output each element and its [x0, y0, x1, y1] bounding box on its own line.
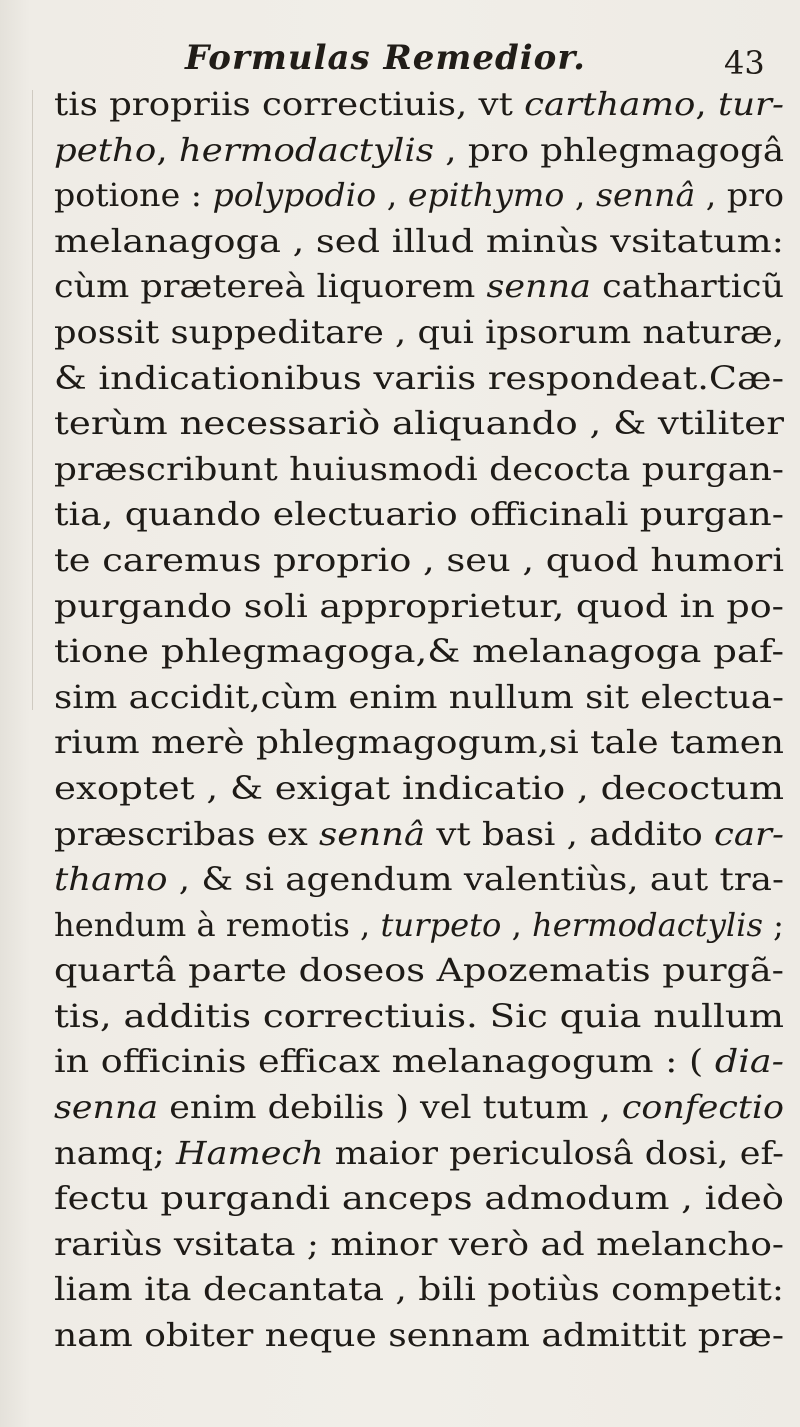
text-line [54, 1131, 784, 1177]
text-segment: , & si agendum valentiùs, aut tra- [167, 860, 784, 899]
running-head [0, 38, 800, 88]
italic-term: Hamech [176, 1133, 324, 1172]
text-segment: , [376, 176, 408, 215]
running-head-title: Formulas Remedior. [185, 38, 586, 78]
text-segment: fectu purgandi anceps admodum , ideò [54, 1179, 784, 1218]
text-segment: rium merè phlegmagogum,si tale tamen [54, 723, 784, 762]
text-line [54, 310, 784, 356]
text-line [54, 903, 784, 949]
text-line [54, 128, 784, 174]
italic-term: senna [486, 267, 591, 306]
text-segment: præscribas ex [54, 814, 320, 853]
text-segment: , [501, 905, 533, 944]
italic-term: epithymo [407, 176, 565, 215]
text-segment: catharticũ [590, 267, 784, 306]
text-segment: tia, quando electuario officinali purgan- [54, 495, 784, 534]
italic-term: senna [54, 1088, 159, 1127]
text-segment: sim accidit,cùm enim nullum sit electua- [54, 677, 784, 716]
text-line [54, 1176, 784, 1222]
text-line [54, 356, 784, 402]
text-segment: potione : [54, 176, 213, 215]
text-line [54, 857, 784, 903]
italic-term: dia- [714, 1042, 784, 1081]
text-segment: namq; [54, 1133, 177, 1172]
gutter-shadow [32, 90, 33, 710]
text-line [54, 1313, 784, 1359]
text-segment: hendum à remotis , [54, 905, 381, 944]
italic-term: thamo [54, 860, 168, 899]
text-segment: tione phlegmagoga,& melanagoga paf- [54, 632, 784, 671]
text-line [54, 219, 784, 265]
text-segment: te caremus proprio , seu , quod humori [54, 540, 784, 579]
page-number: 43 [724, 44, 765, 82]
text-line [54, 1085, 784, 1131]
italic-term: hermodactylis [532, 905, 763, 944]
text-segment: , [156, 130, 179, 169]
text-line [54, 447, 784, 493]
text-segment: possit suppeditare , qui ipsorum naturæ, [54, 312, 784, 351]
italic-term: carthamo [524, 85, 696, 123]
text-line [54, 82, 784, 128]
text-segment: quartâ parte dosеos Apozematis purgã- [54, 951, 784, 990]
text-segment: tis, additis correctiuis. Sic quia nullum [54, 996, 784, 1035]
text-segment: enim debilis ) vel tutum , [158, 1088, 622, 1127]
text-line [54, 1222, 784, 1268]
italic-term: petho [54, 130, 157, 169]
italic-term: turpeto [380, 905, 502, 944]
text-segment: nam obiter neque sennam admittit præ- [54, 1316, 784, 1355]
italic-term: confectio [621, 1088, 784, 1127]
text-segment: in officinis efficax melanagogum : ( [54, 1042, 715, 1081]
text-line [54, 675, 784, 721]
text-segment: , pro phlegmagogâ [434, 130, 784, 169]
italic-term: car- [714, 814, 784, 853]
italic-term: sennâ [595, 176, 696, 215]
text-line [54, 994, 784, 1040]
text-line [54, 1039, 784, 1085]
text-segment: præscribunt huiusmodi decocta purgan- [54, 449, 784, 488]
text-segment: cùm prætereà liquorem [54, 267, 487, 306]
text-line [54, 766, 784, 812]
italic-term: sennâ [319, 814, 426, 853]
text-segment: , [564, 176, 596, 215]
text-segment: purgando soli approprietur, quod in po- [54, 586, 784, 625]
text-line [54, 264, 784, 310]
text-segment: , [695, 85, 718, 123]
text-segment: tis propriis correctiuis, vt [54, 85, 525, 123]
text-line [54, 1267, 784, 1313]
text-segment: vt basi , addito [425, 814, 715, 853]
text-line [54, 538, 784, 584]
text-segment: , pro [695, 176, 784, 215]
text-segment: terùm necessariò aliquando , & vtiliter [54, 404, 784, 443]
text-line [54, 720, 784, 766]
text-segment: maior periculosâ dosi, ef- [323, 1133, 784, 1172]
text-segment: ; [762, 905, 784, 944]
text-segment: melanagoga , sed illud minùs vsitatum: [54, 221, 784, 260]
text-segment: & indicationibus variis respondeat.Cæ- [54, 358, 784, 397]
italic-term: hermodactylis [178, 130, 435, 169]
text-line [54, 492, 784, 538]
text-line [54, 401, 784, 447]
text-segment: exoptet , & exigat indicatio , decoctum [54, 768, 784, 807]
italic-term: tur- [717, 85, 784, 123]
text-line [54, 948, 784, 994]
text-line [54, 173, 784, 219]
body-text [54, 82, 784, 1359]
text-line [54, 584, 784, 630]
text-segment: liam ita decantata , bili potiùs competit: [54, 1270, 784, 1309]
text-line [54, 629, 784, 675]
text-line [54, 812, 784, 858]
italic-term: polypodio [212, 176, 377, 215]
text-segment: rariùs vsitata ; minor verò ad melancho- [54, 1224, 784, 1263]
